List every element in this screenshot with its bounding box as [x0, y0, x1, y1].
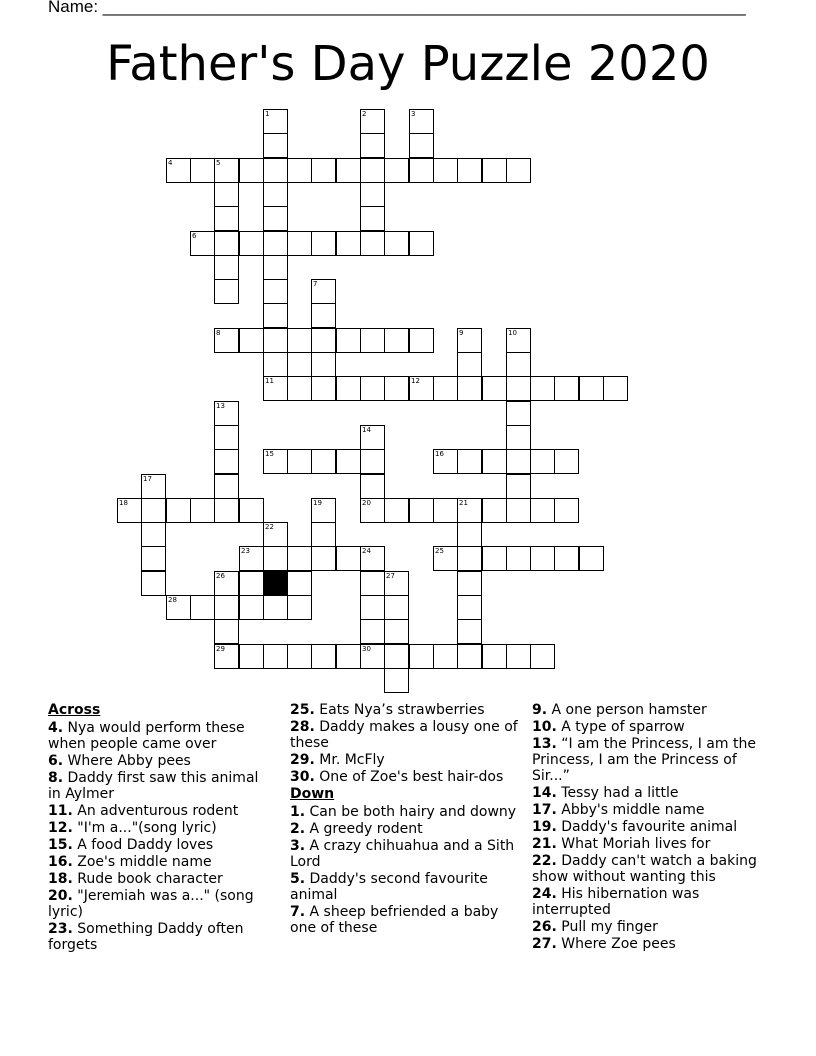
clue-item-text: Daddy's second favourite animal: [290, 871, 488, 903]
crossword-cell[interactable]: [384, 498, 409, 523]
clue-item-text: Abby's middle name: [561, 802, 705, 818]
clue-item-text: A greedy rodent: [309, 821, 423, 837]
clue-item: [532, 785, 767, 801]
crossword-cell[interactable]: [263, 231, 288, 256]
clue-item-number: 29.: [290, 752, 315, 768]
crossword-cell[interactable]: [457, 595, 482, 620]
crossword-cell[interactable]: [214, 644, 239, 669]
crossword-cell[interactable]: [506, 328, 531, 353]
crossword-cell[interactable]: [287, 231, 312, 256]
crossword-cell[interactable]: [360, 619, 385, 644]
clue-item: [290, 804, 520, 820]
crossword-cell[interactable]: [384, 158, 409, 183]
clue-item-text: Daddy's favourite animal: [561, 819, 738, 835]
crossword-cell[interactable]: [336, 158, 361, 183]
crossword-cell[interactable]: [311, 279, 336, 304]
crossword-cell[interactable]: [190, 231, 215, 256]
crossword-cell[interactable]: [214, 474, 239, 499]
crossword-cell[interactable]: [239, 158, 264, 183]
crossword-cell[interactable]: [336, 328, 361, 353]
clue-item: [532, 886, 767, 918]
crossword-cell[interactable]: [336, 231, 361, 256]
clue-number: 7: [313, 280, 318, 288]
crossword-cell[interactable]: [287, 595, 312, 620]
clue-item-text: What Moriah lives for: [561, 836, 711, 852]
clues-column-3: [532, 702, 767, 953]
clue-item-number: 1.: [290, 804, 306, 820]
clue-item-number: 20.: [48, 888, 73, 904]
crossword-cell[interactable]: [409, 158, 434, 183]
crossword-cell[interactable]: [433, 644, 458, 669]
clue-item-text: Where Abby pees: [67, 753, 191, 769]
clue-number: 5: [216, 159, 221, 167]
crossword-cell[interactable]: [141, 522, 166, 547]
crossword-cell[interactable]: [214, 231, 239, 256]
crossword-cell[interactable]: [384, 595, 409, 620]
crossword-cell[interactable]: [336, 449, 361, 474]
clue-number: 18: [119, 499, 128, 507]
crossword-cell[interactable]: [433, 546, 458, 571]
crossword-cell[interactable]: [457, 644, 482, 669]
clue-item: [290, 702, 520, 718]
crossword-cell[interactable]: [506, 644, 531, 669]
crossword-cell[interactable]: [433, 376, 458, 401]
clue-item-text: Eats Nya’s strawberries: [319, 702, 485, 718]
clue-item-text: “I am the Princess, I am the Princess, I am the Princess of Sir...”: [532, 736, 756, 784]
clue-number: 8: [216, 329, 221, 337]
crossword-cell[interactable]: [214, 595, 239, 620]
crossword-cell[interactable]: [457, 498, 482, 523]
clue-number: 11: [265, 377, 274, 385]
crossword-cell[interactable]: [506, 158, 531, 183]
crossword-cell[interactable]: [311, 328, 336, 353]
clue-item-number: 10.: [532, 719, 557, 735]
clue-item: [290, 719, 520, 751]
clue-item: [48, 770, 273, 802]
crossword-cell[interactable]: [506, 449, 531, 474]
clue-number: 4: [168, 159, 173, 167]
crossword-cell[interactable]: [263, 595, 288, 620]
clue-item: [48, 888, 273, 920]
crossword-cell[interactable]: [530, 376, 555, 401]
clue-item: [532, 736, 767, 784]
crossword-cell[interactable]: [263, 255, 288, 280]
clue-item-number: 18.: [48, 871, 73, 887]
crossword-cell[interactable]: [360, 376, 385, 401]
clue-item-text: A food Daddy loves: [77, 837, 214, 853]
puzzle-title: Father's Day Puzzle 2020: [106, 36, 710, 92]
clue-item-text: A crazy chihuahua and a Sith Lord: [290, 838, 515, 870]
crossword-cell[interactable]: [409, 328, 434, 353]
crossword-cell[interactable]: [506, 498, 531, 523]
crossword-cell[interactable]: [360, 546, 385, 571]
crossword-cell[interactable]: [384, 376, 409, 401]
crossword-cell[interactable]: [141, 546, 166, 571]
crossword-cell[interactable]: [579, 376, 604, 401]
crossword-cell[interactable]: [360, 158, 385, 183]
crossword-cell[interactable]: [384, 571, 409, 596]
crossword-cell[interactable]: [214, 571, 239, 596]
crossword-cell[interactable]: [287, 376, 312, 401]
crossword-cell[interactable]: [214, 328, 239, 353]
name-line[interactable]: Name: ____________________________________________________________________: [48, 0, 746, 16]
clue-item-number: 15.: [48, 837, 73, 853]
clue-item: [532, 919, 767, 935]
crossword-cell[interactable]: [311, 158, 336, 183]
clue-item-number: 8.: [48, 770, 64, 786]
crossword-cell[interactable]: [263, 279, 288, 304]
clue-number: 1: [265, 110, 270, 118]
clue-number: 14: [362, 426, 371, 434]
crossword-cell[interactable]: [239, 595, 264, 620]
clue-number: 27: [386, 572, 395, 580]
crossword-cell[interactable]: [263, 449, 288, 474]
clue-item: [290, 904, 520, 936]
clue-number: 2: [362, 110, 367, 118]
crossword-cell[interactable]: [141, 474, 166, 499]
crossword-cell[interactable]: [530, 644, 555, 669]
crossword-cell[interactable]: [336, 644, 361, 669]
clue-item: [48, 820, 273, 836]
clues-column-2: [290, 702, 520, 937]
crossword-cell[interactable]: [409, 498, 434, 523]
crossword-cell[interactable]: [336, 376, 361, 401]
crossword-cell[interactable]: [457, 449, 482, 474]
clue-item: [532, 819, 767, 835]
crossword-cell[interactable]: [360, 425, 385, 450]
clue-item: [532, 719, 767, 735]
clue-item-text: Can be both hairy and downy: [309, 804, 517, 820]
clue-item: [532, 702, 767, 718]
crossword-cell[interactable]: [263, 376, 288, 401]
clue-item-text: Daddy makes a lousy one of these: [290, 719, 518, 751]
crossword-cell[interactable]: [360, 449, 385, 474]
clue-item-text: A sheep befriended a baby one of these: [290, 904, 499, 936]
crossword-cell[interactable]: [360, 182, 385, 207]
crossword-cell[interactable]: [506, 425, 531, 450]
clue-item-number: 13.: [532, 736, 557, 752]
clue-item: [532, 936, 767, 952]
black-square: [263, 571, 288, 596]
clue-number: 26: [216, 572, 225, 580]
clue-item-number: 27.: [532, 936, 557, 952]
crossword-cell[interactable]: [239, 328, 264, 353]
crossword-cell[interactable]: [457, 522, 482, 547]
clue-item-number: 3.: [290, 838, 306, 854]
crossword-cell[interactable]: [263, 546, 288, 571]
clue-item-text: An adventurous rodent: [77, 803, 239, 819]
crossword-cell[interactable]: [166, 498, 191, 523]
clue-item-text: Nya would perform these when people came over: [48, 720, 245, 752]
clue-number: 16: [435, 450, 444, 458]
clue-item: [290, 769, 520, 785]
clue-number: 25: [435, 547, 444, 555]
clue-item: [48, 720, 273, 752]
clue-item-number: 4.: [48, 720, 64, 736]
clue-section-heading: Down: [290, 786, 335, 802]
crossword-cell[interactable]: [311, 376, 336, 401]
crossword-cell[interactable]: [457, 546, 482, 571]
clue-item-number: 9.: [532, 702, 548, 718]
crossword-cell[interactable]: [506, 376, 531, 401]
clue-item-number: 7.: [290, 904, 306, 920]
crossword-cell[interactable]: [384, 231, 409, 256]
crossword-cell[interactable]: [239, 498, 264, 523]
clue-item: [532, 836, 767, 852]
crossword-cell[interactable]: [482, 449, 507, 474]
crossword-cell[interactable]: [360, 231, 385, 256]
crossword-cell[interactable]: [384, 619, 409, 644]
clue-item-text: "I'm a..."(song lyric): [77, 820, 217, 836]
crossword-cell[interactable]: [482, 644, 507, 669]
crossword-cell[interactable]: [360, 498, 385, 523]
clue-item-number: 25.: [290, 702, 315, 718]
clue-item-text: A type of sparrow: [561, 719, 685, 735]
clue-item-number: 19.: [532, 819, 557, 835]
clue-item-text: "Jeremiah was a..." (song lyric): [48, 888, 254, 920]
clue-item: [532, 853, 767, 885]
crossword-cell[interactable]: [360, 206, 385, 231]
crossword-cell[interactable]: [457, 619, 482, 644]
crossword-cell[interactable]: [360, 571, 385, 596]
crossword-cell[interactable]: [263, 133, 288, 158]
clue-item-text: His hibernation was interrupted: [532, 886, 700, 918]
crossword-cell[interactable]: [214, 255, 239, 280]
clue-item-number: 23.: [48, 921, 73, 937]
crossword-cell[interactable]: [506, 352, 531, 377]
crossword-cell[interactable]: [214, 425, 239, 450]
crossword-cell[interactable]: [214, 619, 239, 644]
crossword-cell[interactable]: [311, 546, 336, 571]
crossword-cell[interactable]: [214, 449, 239, 474]
clue-number: 12: [411, 377, 420, 385]
crossword-cell[interactable]: [554, 449, 579, 474]
clue-number: 24: [362, 547, 371, 555]
crossword-cell[interactable]: [311, 352, 336, 377]
clue-item-number: 2.: [290, 821, 306, 837]
clue-item: [290, 871, 520, 903]
crossword-cell[interactable]: [360, 644, 385, 669]
crossword-cell[interactable]: [384, 328, 409, 353]
crossword-cell[interactable]: [311, 498, 336, 523]
clue-item: [48, 803, 273, 819]
crossword-cell[interactable]: [287, 644, 312, 669]
crossword-cell[interactable]: [433, 449, 458, 474]
crossword-cell[interactable]: [263, 206, 288, 231]
clue-item-text: Daddy first saw this animal in Aylmer: [48, 770, 259, 802]
clue-item: [48, 753, 273, 769]
crossword-cell[interactable]: [457, 571, 482, 596]
crossword-cell[interactable]: [409, 133, 434, 158]
crossword-cell[interactable]: [214, 401, 239, 426]
crossword-cell[interactable]: [360, 595, 385, 620]
crossword-cell[interactable]: [263, 522, 288, 547]
clue-item: [48, 837, 273, 853]
clue-item-number: 11.: [48, 803, 73, 819]
clue-item-number: 21.: [532, 836, 557, 852]
crossword-cell[interactable]: [214, 158, 239, 183]
crossword-cell[interactable]: [263, 303, 288, 328]
crossword-cell[interactable]: [311, 522, 336, 547]
crossword-cell[interactable]: [457, 376, 482, 401]
clue-number: 28: [168, 596, 177, 604]
clue-item: [48, 921, 273, 953]
crossword-cell[interactable]: [287, 546, 312, 571]
crossword-cell[interactable]: [214, 498, 239, 523]
crossword-cell[interactable]: [409, 644, 434, 669]
crossword-cell[interactable]: [190, 595, 215, 620]
crossword-cell[interactable]: [239, 644, 264, 669]
crossword-cell[interactable]: [457, 328, 482, 353]
crossword-cell[interactable]: [117, 498, 142, 523]
crossword-cell[interactable]: [530, 449, 555, 474]
crossword-cell[interactable]: [384, 644, 409, 669]
crossword-cell[interactable]: [360, 133, 385, 158]
clue-item: [532, 802, 767, 818]
clue-number: 21: [459, 499, 468, 507]
clue-number: 23: [241, 547, 250, 555]
crossword-cell[interactable]: [409, 376, 434, 401]
crossword-cell[interactable]: [166, 158, 191, 183]
clue-number: 29: [216, 645, 225, 653]
clue-item: [48, 854, 273, 870]
crossword-cell[interactable]: [409, 231, 434, 256]
crossword-cell[interactable]: [433, 498, 458, 523]
crossword-cell[interactable]: [141, 571, 166, 596]
clue-item-number: 14.: [532, 785, 557, 801]
crossword-cell[interactable]: [263, 109, 288, 134]
clue-item-text: A one person hamster: [551, 702, 707, 718]
crossword-cell[interactable]: [506, 546, 531, 571]
crossword-cell[interactable]: [214, 206, 239, 231]
crossword-cell[interactable]: [287, 571, 312, 596]
crossword-cell[interactable]: [239, 571, 264, 596]
clue-item-text: Something Daddy often forgets: [48, 921, 244, 953]
clue-number: 20: [362, 499, 371, 507]
crossword-cell[interactable]: [263, 644, 288, 669]
clue-item-text: Rude book character: [77, 871, 223, 887]
crossword-cell[interactable]: [263, 158, 288, 183]
clue-item-text: Daddy can't watch a baking show without wanting this: [532, 853, 757, 885]
crossword-cell[interactable]: [360, 474, 385, 499]
crossword-cell[interactable]: [311, 449, 336, 474]
clue-item-number: 26.: [532, 919, 557, 935]
crossword-cell[interactable]: [554, 376, 579, 401]
clue-number: 9: [459, 329, 464, 337]
clue-item-number: 22.: [532, 853, 557, 869]
clue-item-text: Mr. McFly: [319, 752, 385, 768]
clue-number: 15: [265, 450, 274, 458]
clue-item: [290, 752, 520, 768]
clue-item-text: Where Zoe pees: [561, 936, 676, 952]
clue-item-number: 17.: [532, 802, 557, 818]
clue-number: 22: [265, 523, 274, 531]
crossword-cell[interactable]: [287, 328, 312, 353]
clue-number: 30: [362, 645, 371, 653]
crossword-cell[interactable]: [506, 474, 531, 499]
crossword-cell[interactable]: [603, 376, 628, 401]
crossword-cell[interactable]: [287, 449, 312, 474]
crossword-cell[interactable]: [384, 668, 409, 693]
crossword-cell[interactable]: [263, 182, 288, 207]
clue-item-number: 30.: [290, 769, 315, 785]
crossword-cell[interactable]: [263, 328, 288, 353]
clue-section-heading: Across: [48, 702, 101, 718]
clue-number: 6: [192, 232, 197, 240]
clue-item-text: Tessy had a little: [561, 785, 679, 801]
crossword-cell[interactable]: [554, 498, 579, 523]
clue-item-text: One of Zoe's best hair-dos: [319, 769, 504, 785]
clue-item: [290, 821, 520, 837]
crossword-cell[interactable]: [530, 546, 555, 571]
crossword-cell[interactable]: [579, 546, 604, 571]
clue-item-text: Zoe's middle name: [77, 854, 212, 870]
clue-item: [290, 838, 520, 870]
crossword-cell[interactable]: [482, 158, 507, 183]
crossword-cell[interactable]: [360, 109, 385, 134]
crossword-cell[interactable]: [214, 279, 239, 304]
crossword-cell[interactable]: [482, 498, 507, 523]
crossword-cell[interactable]: [239, 231, 264, 256]
clue-item-number: 12.: [48, 820, 73, 836]
clue-item-number: 16.: [48, 854, 73, 870]
clue-item-number: 24.: [532, 886, 557, 902]
crossword-cell[interactable]: [409, 109, 434, 134]
crossword-cell[interactable]: [239, 546, 264, 571]
crossword-cell[interactable]: [190, 158, 215, 183]
clue-item-text: Pull my finger: [561, 919, 658, 935]
clue-number: 19: [313, 499, 322, 507]
crossword-cell[interactable]: [530, 498, 555, 523]
crossword-cell[interactable]: [263, 352, 288, 377]
crossword-cell[interactable]: [554, 546, 579, 571]
crossword-cell[interactable]: [360, 328, 385, 353]
crossword-cell[interactable]: [457, 352, 482, 377]
clue-number: 13: [216, 402, 225, 410]
crossword-cell[interactable]: [482, 546, 507, 571]
crossword-cell[interactable]: [311, 644, 336, 669]
clue-item-number: 28.: [290, 719, 315, 735]
crossword-cell[interactable]: [141, 498, 166, 523]
clue-item: [48, 871, 273, 887]
crossword-cell[interactable]: [287, 158, 312, 183]
crossword-cell[interactable]: [311, 303, 336, 328]
clue-item-number: 5.: [290, 871, 306, 887]
clue-number: 10: [508, 329, 517, 337]
crossword-cell[interactable]: [506, 401, 531, 426]
crossword-cell[interactable]: [433, 158, 458, 183]
crossword-cell[interactable]: [311, 231, 336, 256]
clue-number: 17: [143, 475, 152, 483]
crossword-cell[interactable]: [336, 546, 361, 571]
crossword-cell[interactable]: [166, 595, 191, 620]
crossword-cell[interactable]: [190, 498, 215, 523]
clues-column-1: [48, 702, 273, 954]
crossword-cell[interactable]: [214, 182, 239, 207]
crossword-cell[interactable]: [457, 158, 482, 183]
crossword-cell[interactable]: [482, 376, 507, 401]
clue-item-number: 6.: [48, 753, 64, 769]
clue-number: 3: [411, 110, 416, 118]
